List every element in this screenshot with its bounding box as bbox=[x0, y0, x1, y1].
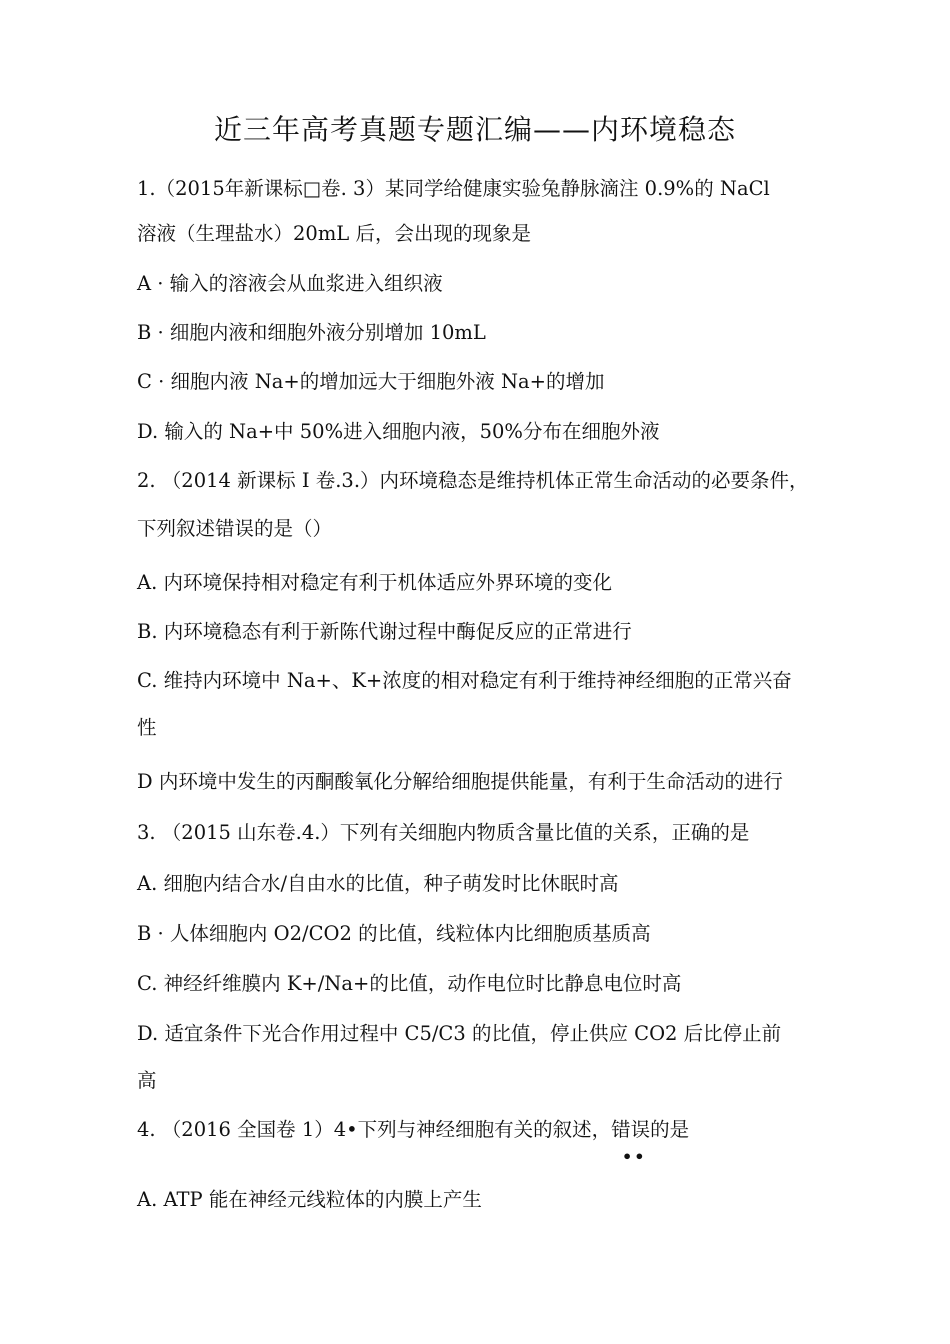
question-1-option-c: C · 细胞内液 Na+的增加远大于细胞外液 Na+的增加 bbox=[137, 370, 605, 393]
question-1-option-d: D. 输入的 Na+中 50%进入细胞内液，50%分布在细胞外液 bbox=[137, 420, 660, 443]
question-4-stem: 4. （2016 全国卷 1）4•下列与神经细胞有关的叙述，错误的是 bbox=[137, 1118, 690, 1141]
question-2-stem-cont: 下列叙述错误的是（） bbox=[137, 517, 333, 540]
question-3-option-a: A. 细胞内结合水/自由水的比值，种子萌发时比休眠时高 bbox=[137, 872, 619, 895]
question-3-option-c: C. 神经纤维膜内 K+/Na+的比值，动作电位时比静息电位时高 bbox=[137, 972, 682, 995]
question-1-stem-cont: 溶液（生理盐水）20mL 后，会出现的现象是 bbox=[137, 222, 531, 245]
question-4-option-a: A. ATP 能在神经元线粒体的内膜上产生 bbox=[137, 1188, 482, 1211]
question-1-option-a: A · 输入的溶液会从血浆进入组织液 bbox=[137, 272, 443, 295]
question-2-stem: 2. （2014 新课标 I 卷.3.）内环境稳态是维持机体正常生命活动的必要条件， bbox=[137, 469, 809, 492]
question-2-option-c-cont: 性 bbox=[137, 716, 157, 739]
question-3-stem: 3. （2015 山东卷.4.）下列有关细胞内物质含量比值的关系，正确的是 bbox=[137, 821, 750, 844]
question-2-option-b: B. 内环境稳态有利于新陈代谢过程中酶促反应的正常进行 bbox=[137, 620, 632, 643]
question-1-option-b: B · 细胞内液和细胞外液分别增加 10mL bbox=[137, 321, 486, 344]
question-2-option-d: D 内环境中发生的丙酮酸氧化分解给细胞提供能量，有利于生命活动的进行 bbox=[137, 770, 783, 793]
question-3-option-d-cont: 高 bbox=[137, 1069, 157, 1092]
question-2-option-a: A. 内环境保持相对稳定有利于机体适应外界环境的变化 bbox=[137, 571, 612, 594]
page-title: 近三年高考真题专题汇编——内环境稳态 bbox=[213, 113, 736, 146]
emphasis-dots: •• bbox=[622, 1147, 647, 1166]
question-1-stem: 1.（2015年新课标□卷. 3）某同学给健康实验兔静脉滴注 0.9%的 NaCl bbox=[137, 177, 770, 200]
question-3-option-b: B · 人体细胞内 O2/CO2 的比值，线粒体内比细胞质基质高 bbox=[137, 922, 651, 945]
question-3-option-d: D. 适宜条件下光合作用过程中 C5/C3 的比值，停止供应 CO2 后比停止前 bbox=[137, 1022, 782, 1045]
question-2-option-c: C. 维持内环境中 Na+、K+浓度的相对稳定有利于维持神经细胞的正常兴奋 bbox=[137, 669, 792, 692]
